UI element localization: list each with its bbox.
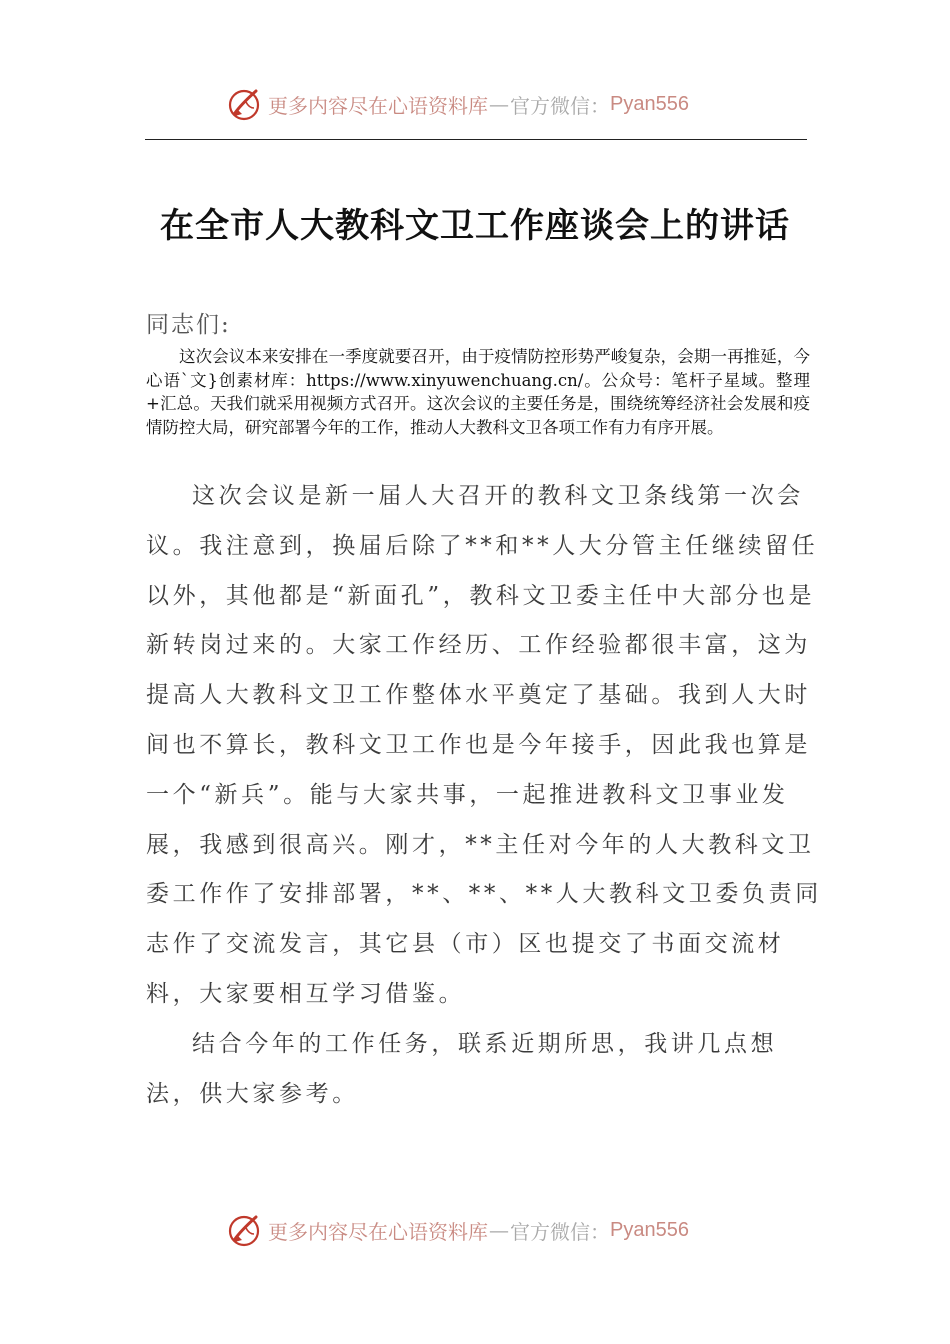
header-divider bbox=[145, 139, 807, 140]
body-paragraph-1: 这次会议是新一届人大召开的教科文卫条线第一次会议。我注意到，换届后除了**和**人大分管主任继续留任以外，其他都是“新面孔”，教科文卫委主任中大部分也是新转岗过来的。大家工作经历、工作经验都很丰富，这为提高人大教科文卫工作整体水平奠定了基础。我到人大时间也不算长，教科文卫工作也是今年接手，因此我也算是一个“新兵”。能与大家共事，一起推进教科文卫事业发展，我感到很高兴。刚才，**主任对今年的人大教科文卫委工作作了安排部署，**、**、**人大教科文卫委负责同志作了交流发言，其它县（市）区也提交了书面交流材料，大家要相互学习借鉴。 bbox=[146, 483, 822, 1007]
brush-pen-logo-icon bbox=[226, 1212, 262, 1248]
banner-wechat-label: 官方微信： bbox=[510, 1219, 610, 1244]
brush-pen-logo-icon bbox=[226, 86, 262, 122]
banner-dash: — bbox=[489, 92, 509, 116]
body-paragraph-2: 结合今年的工作任务，联系近期所思，我讲几点想法，供大家参考。 bbox=[146, 1031, 778, 1107]
banner-wechat-label: 官方微信： bbox=[510, 93, 610, 118]
footer-banner bbox=[226, 1210, 746, 1250]
banner-wechat-id: Pyan556 bbox=[610, 92, 689, 115]
banner-text: 更多内容尽在心语资料库 bbox=[268, 93, 488, 118]
header-banner bbox=[226, 84, 746, 124]
banner-text: 更多内容尽在心语资料库 bbox=[268, 1219, 488, 1244]
salutation: 同志们: bbox=[146, 312, 231, 338]
banner-dash: — bbox=[489, 1218, 509, 1242]
small-paragraph: 这次会议本来安排在一季度就要召开，由于疫情防控形势严峻复杂，会期一再推延，今心语`文}创素材库：https://www.xinyuwenchuang.cn/。公众号：笔杆子星域。整理+汇总。天我们就采用视频方式召开。这次会议的主要任务是，围绕统筹经济社会发展和疫情防控大局，研究部署今年的工作，推动人大教科文卫各项工作有力有序开展。 bbox=[146, 347, 810, 437]
banner-wechat-id: Pyan556 bbox=[610, 1218, 689, 1241]
document-title: 在全市人大教科文卫工作座谈会上的讲话 bbox=[160, 206, 790, 246]
